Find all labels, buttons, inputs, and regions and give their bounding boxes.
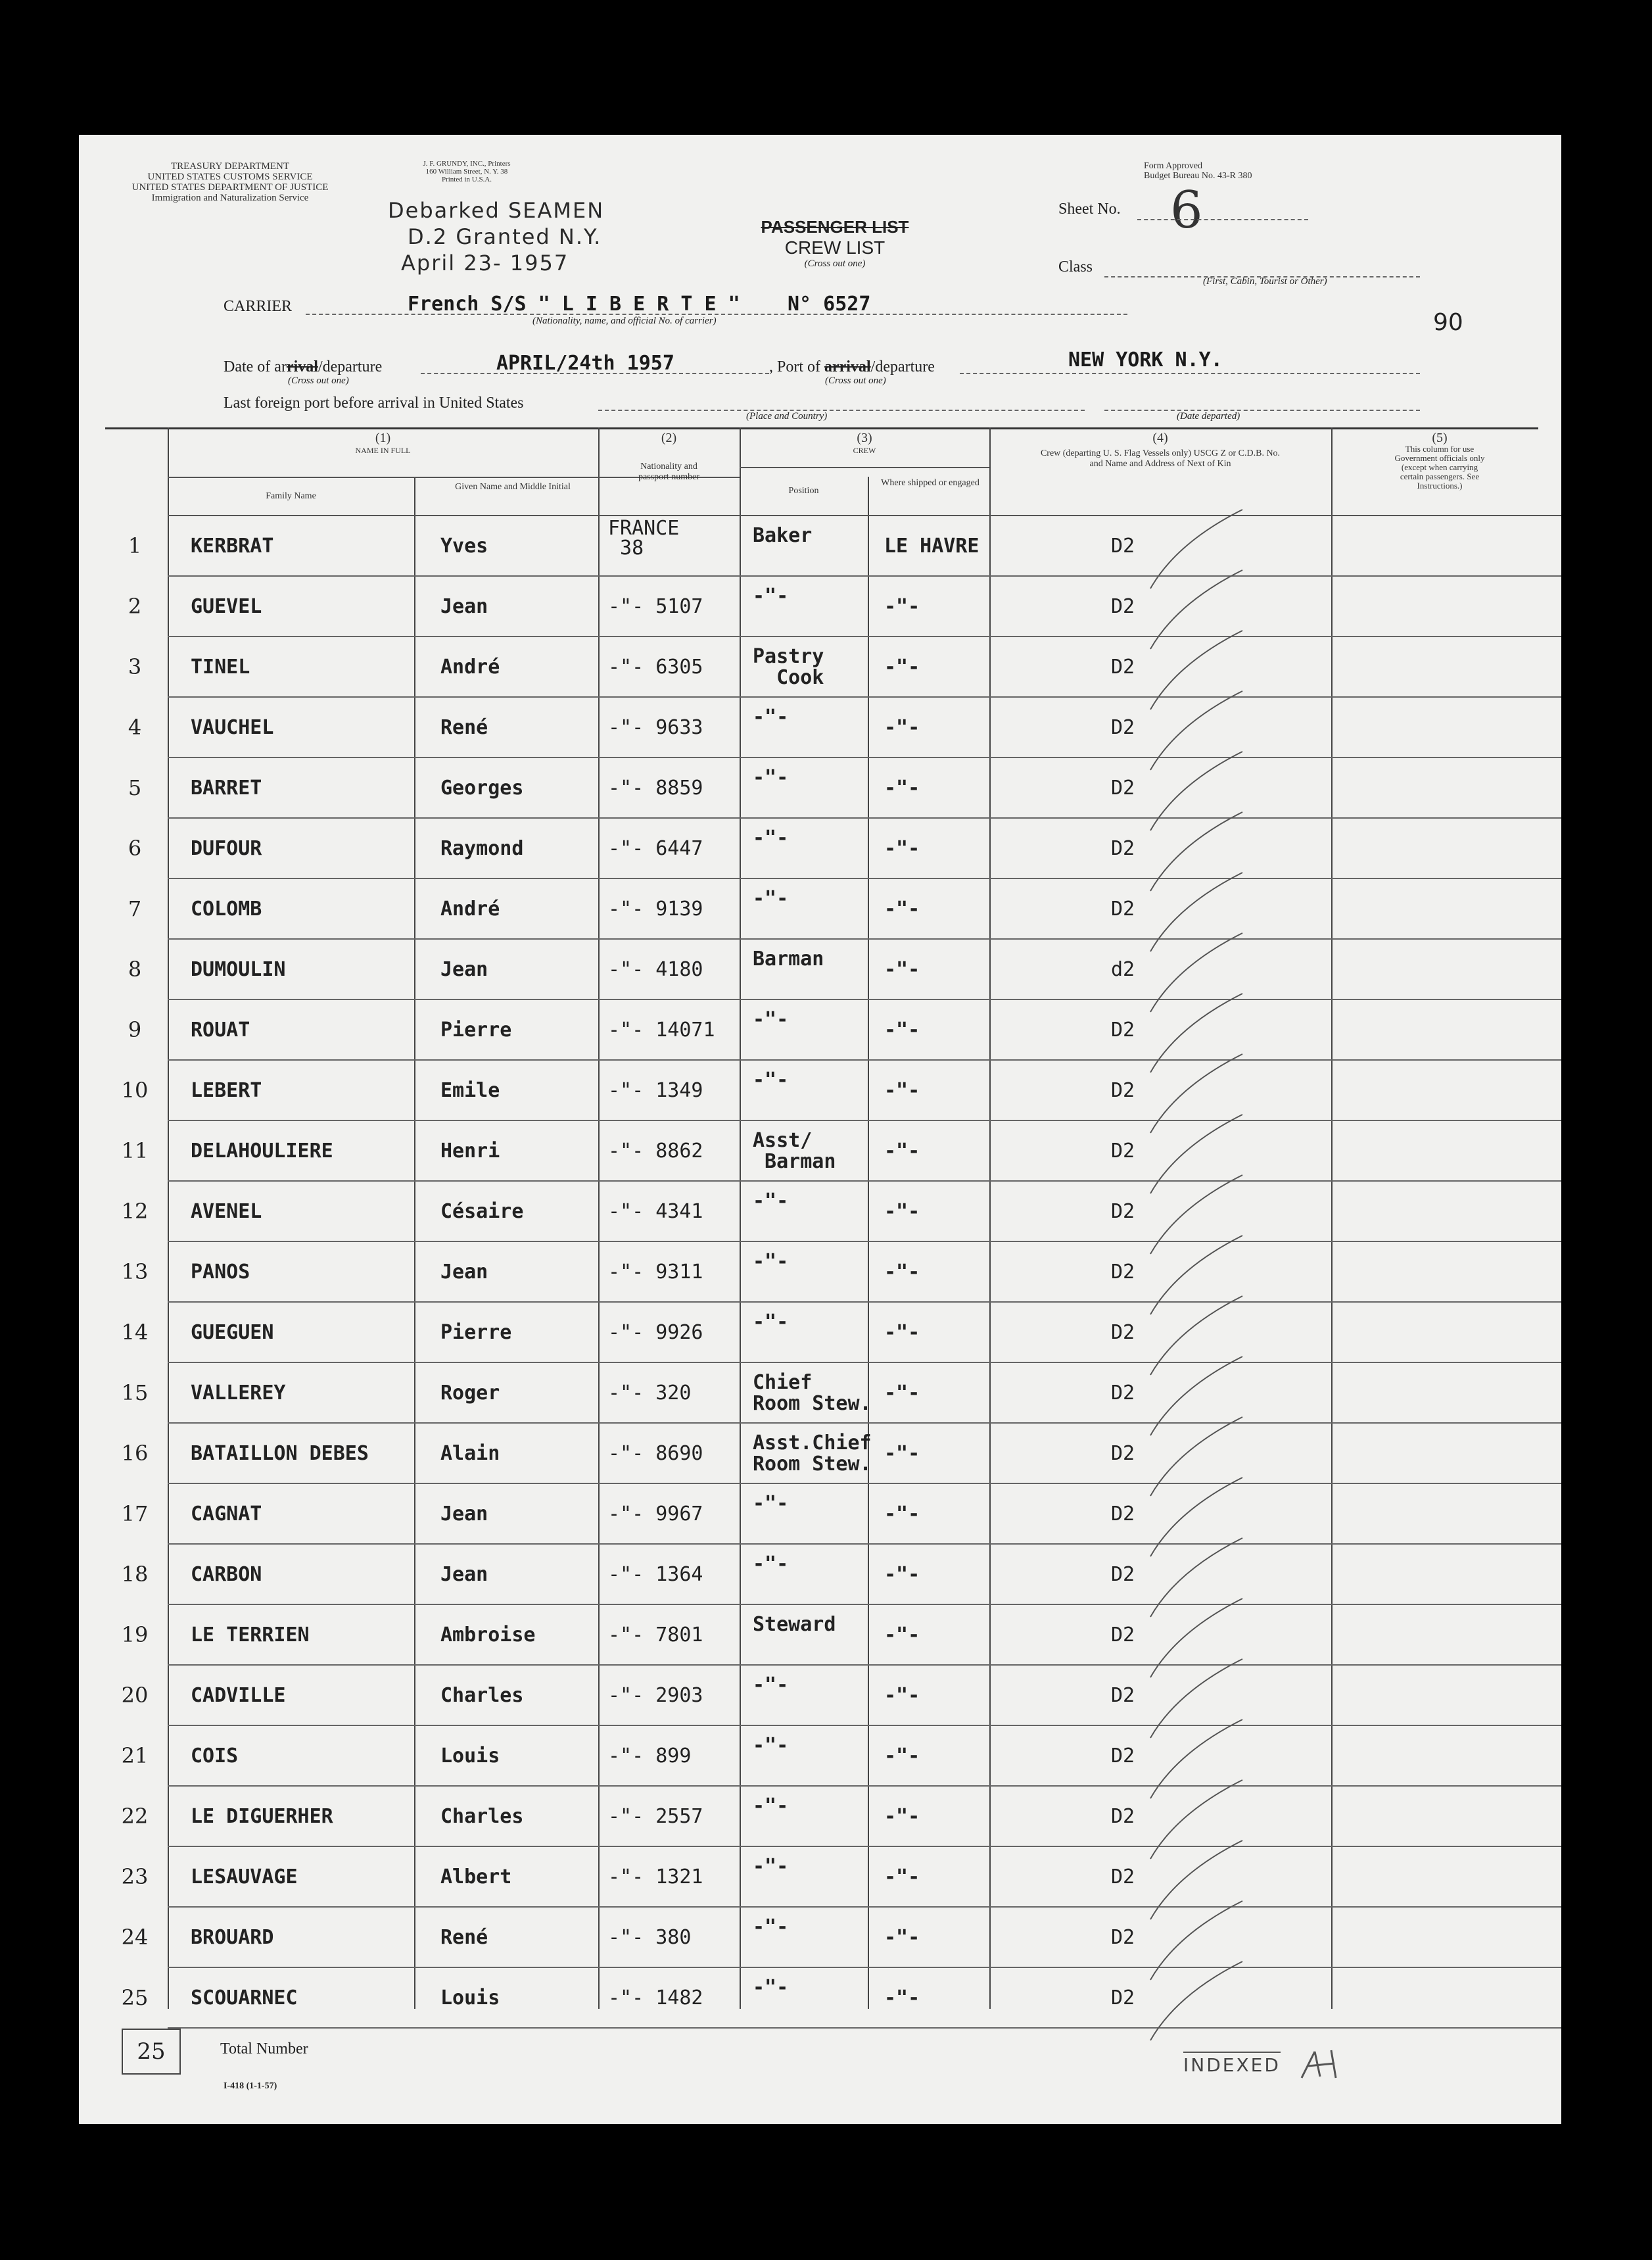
form-approved-block (1144, 161, 1252, 181)
given-name: Henri (440, 1140, 500, 1163)
where-shipped: -"- (884, 1865, 920, 1888)
given-name: Jean (440, 595, 488, 618)
crew-row (79, 1363, 1561, 1424)
sheet-label: Sheet No. (1058, 201, 1121, 218)
crew-position: -"- (753, 887, 789, 910)
col4-num: (4) (1152, 431, 1168, 445)
port-label-a: , Port of (769, 358, 824, 375)
family-name: GUEVEL (191, 595, 262, 618)
given-name: Jean (440, 1503, 488, 1526)
col1-num: (1) (375, 431, 391, 445)
class-note: (First, Cabin, Tourist or Other) (1203, 276, 1327, 287)
next-of-kin: D2 (1111, 1926, 1135, 1949)
indexed-initials (1295, 2045, 1354, 2084)
passport-number: -"- 9967 (608, 1503, 703, 1526)
next-of-kin: D2 (1111, 1503, 1135, 1526)
family-name: BATAILLON DEBES (191, 1442, 369, 1465)
crew-position: -"- (753, 1310, 789, 1334)
where-shipped: -"- (884, 1744, 920, 1767)
where-shipped: -"- (884, 1079, 920, 1102)
total-label: Total Number (220, 2040, 308, 2057)
form-approved-line: Form Approved (1144, 161, 1203, 171)
carrier-value: French S/S " L I B E R T E " N° 6527 (408, 293, 871, 316)
crew-position: -"- (753, 585, 789, 608)
passport-number: -"- 4180 (608, 958, 703, 981)
crew-position: -"- (753, 1008, 789, 1031)
where-shipped: -"- (884, 837, 920, 860)
next-of-kin: D2 (1111, 1865, 1135, 1888)
family-header: Family Name (266, 491, 316, 501)
family-name: PANOS (191, 1261, 250, 1284)
next-of-kin: D2 (1111, 1019, 1135, 1042)
passport-number: -"- 9311 (608, 1261, 703, 1284)
family-name: ROUAT (191, 1019, 250, 1042)
given-name: Ambroise (440, 1623, 536, 1647)
next-of-kin: D2 (1111, 716, 1135, 739)
row-number: 18 (121, 1562, 149, 1587)
passport-number: -"- 1364 (608, 1563, 703, 1586)
row-number: 2 (128, 594, 142, 619)
given-name: Emile (440, 1079, 500, 1102)
row-number: 13 (121, 1259, 149, 1284)
row-number: 24 (121, 1925, 149, 1950)
crew-row (79, 637, 1561, 698)
crew-row (79, 1424, 1561, 1484)
family-name: DUMOULIN (191, 958, 286, 981)
col2-num: (2) (661, 431, 677, 445)
where-shipped: -"- (884, 1623, 920, 1647)
given-name: Charles (440, 1805, 524, 1828)
given-name: Roger (440, 1382, 500, 1405)
class-label: Class (1058, 258, 1093, 276)
next-of-kin: D2 (1111, 1563, 1135, 1586)
family-name: LE TERRIEN (191, 1623, 310, 1647)
carrier-note: (Nationality, name, and official No. of carrier) (532, 316, 717, 326)
passport-number: -"- 14071 (608, 1019, 715, 1042)
given-name: Albert (440, 1865, 512, 1888)
list-type-block (736, 217, 933, 270)
given-header: Given Name and Middle Initial (455, 482, 571, 492)
row-number: 12 (121, 1199, 149, 1224)
next-of-kin: D2 (1111, 1140, 1135, 1163)
subheader-rule-crew (740, 467, 989, 468)
crew-row (79, 1242, 1561, 1303)
col2-header (598, 432, 740, 483)
crew-row (79, 1000, 1561, 1061)
given-name: Jean (440, 1563, 488, 1586)
row-number: 8 (128, 957, 142, 982)
passport-number: -"- 9139 (608, 898, 703, 921)
form-number: I-418 (1-1-57) (224, 2081, 277, 2091)
row-number: 22 (121, 1804, 149, 1829)
crew-row (79, 1061, 1561, 1121)
date-departed-note: (Date departed) (1177, 411, 1240, 421)
where-shipped: -"- (884, 1200, 920, 1223)
row-number: 6 (128, 836, 142, 861)
family-name: GUEGUEN (191, 1321, 274, 1344)
crew-position: -"- (753, 1976, 789, 1999)
passport-number: -"- 380 (608, 1926, 692, 1949)
family-name: VALLEREY (191, 1382, 286, 1405)
col2-title: Nationality and passport number (638, 462, 699, 482)
crew-row (79, 1968, 1561, 2029)
crew-position: -"- (753, 1250, 789, 1273)
sheet-number: 6 (1170, 181, 1203, 240)
date-departed-line (1104, 410, 1420, 411)
crew-row (79, 1787, 1561, 1847)
date-crossout-note: (Cross out one) (288, 375, 349, 386)
shipped-header: Where shipped or engaged (881, 478, 979, 488)
date-label-a: Date of ar (224, 358, 287, 375)
next-of-kin: D2 (1111, 898, 1135, 921)
page-number: 90 (1433, 309, 1463, 336)
next-of-kin: D2 (1111, 535, 1135, 558)
row-number: 5 (128, 775, 142, 800)
row-number: 25 (121, 1985, 149, 2010)
next-of-kin: D2 (1111, 1684, 1135, 1707)
col5-title: This column for use Government officials only (except when carrying certain passengers. See Instructions.) (1394, 444, 1485, 491)
port-label-b: departure (875, 358, 935, 375)
crew-row (79, 940, 1561, 1000)
col3-title: CREW (853, 446, 876, 455)
given-name: Charles (440, 1684, 524, 1707)
crew-list-label: CREW LIST (784, 237, 885, 258)
given-name: André (440, 656, 500, 679)
port-line (960, 373, 1420, 374)
crew-position: -"- (753, 1673, 789, 1696)
row-number: 10 (121, 1078, 149, 1103)
cross-out-note: (Cross out one) (804, 258, 866, 269)
date-label: Date of arrival/departure (224, 358, 383, 375)
given-name: André (440, 898, 500, 921)
where-shipped: -"- (884, 595, 920, 618)
row-number: 16 (121, 1441, 149, 1466)
next-of-kin: D2 (1111, 1805, 1135, 1828)
family-name: CADVILLE (191, 1684, 286, 1707)
given-name: Jean (440, 958, 488, 981)
port-value: NEW YORK N.Y. (1068, 349, 1223, 372)
agency-line: Immigration and Naturalization Service (151, 193, 309, 203)
next-of-kin: D2 (1111, 1744, 1135, 1767)
crew-position: -"- (753, 1190, 789, 1213)
date-value: APRIL/24th 1957 (496, 352, 674, 375)
col1-header (168, 432, 598, 457)
given-name: Louis (440, 1744, 500, 1767)
row-number: 9 (128, 1017, 142, 1042)
next-of-kin: D2 (1111, 1261, 1135, 1284)
crew-row (79, 1908, 1561, 1968)
carrier-line (306, 314, 1127, 315)
crew-row (79, 1605, 1561, 1666)
where-shipped: -"- (884, 958, 920, 981)
crew-row (79, 1545, 1561, 1605)
passport-number: -"- 1482 (608, 1986, 703, 2009)
crew-row (79, 1303, 1561, 1363)
given-name: René (440, 716, 488, 739)
row-number: 3 (128, 654, 142, 679)
family-name: BROUARD (191, 1926, 274, 1949)
family-name: TINEL (191, 656, 250, 679)
given-name: Alain (440, 1442, 500, 1465)
passport-number: -"- 1349 (608, 1079, 703, 1102)
passport-number: -"- 2557 (608, 1805, 703, 1828)
passport-number: -"- 320 (608, 1382, 692, 1405)
where-shipped: -"- (884, 716, 920, 739)
where-shipped: -"- (884, 1563, 920, 1586)
place-note: (Place and Country) (746, 411, 828, 421)
family-name: BARRET (191, 777, 262, 800)
next-of-kin: d2 (1111, 958, 1135, 981)
where-shipped: -"- (884, 1442, 920, 1465)
crew-row (79, 1121, 1561, 1182)
row-number: 11 (121, 1138, 149, 1163)
crew-row (79, 758, 1561, 819)
agency-line: TREASURY DEPARTMENT (170, 161, 290, 172)
printer-block (381, 160, 552, 183)
last-port-label: Last foreign port before arrival in United States (224, 395, 524, 412)
port-crossout-note: (Cross out one) (825, 375, 886, 386)
stamp-line: D.2 Granted N.Y. (408, 224, 602, 249)
family-name: CARBON (191, 1563, 262, 1586)
family-name: DELAHOULIERE (191, 1140, 333, 1163)
where-shipped: -"- (884, 777, 920, 800)
row-number: 7 (128, 896, 142, 921)
col5-header (1331, 432, 1548, 491)
row-rule (168, 2027, 1561, 2029)
family-name: LE DIGUERHER (191, 1805, 333, 1828)
given-name: Pierre (440, 1321, 512, 1344)
crew-position: -"- (753, 1855, 789, 1878)
printer-line: J. F. GRUNDY, INC., Printers (423, 160, 511, 168)
where-shipped: -"- (884, 1926, 920, 1949)
next-of-kin: D2 (1111, 1623, 1135, 1647)
given-name: Louis (440, 1986, 500, 2009)
crew-position: -"- (753, 827, 789, 850)
next-of-kin: D2 (1111, 595, 1135, 618)
crew-position: -"- (753, 1734, 789, 1757)
agency-block (99, 161, 362, 203)
given-name: Georges (440, 777, 524, 800)
row-number: 15 (121, 1380, 149, 1405)
row-number: 4 (128, 715, 142, 740)
passport-number: -"- 8690 (608, 1442, 703, 1465)
crew-row (79, 1726, 1561, 1787)
passport-number: -"- 6305 (608, 656, 703, 679)
check-mark-stroke (1150, 1961, 1242, 2040)
crew-row (79, 1666, 1561, 1726)
next-of-kin: D2 (1111, 656, 1135, 679)
date-label-struck: rival (286, 358, 318, 375)
check-mark (1144, 1955, 1249, 2047)
given-name: Césaire (440, 1200, 524, 1223)
sheet-line (1137, 219, 1308, 220)
where-shipped: -"- (884, 1382, 920, 1405)
where-shipped: -"- (884, 1140, 920, 1163)
crew-position: -"- (753, 766, 789, 789)
row-number: 20 (121, 1683, 149, 1708)
col1-title: NAME IN FULL (355, 446, 411, 455)
family-name: DUFOUR (191, 837, 262, 860)
row-number: 14 (121, 1320, 149, 1345)
crew-position: -"- (753, 1069, 789, 1092)
total-value: 25 (137, 2038, 166, 2065)
crew-row (79, 698, 1561, 758)
agency-line: UNITED STATES DEPARTMENT OF JUSTICE (131, 182, 329, 193)
family-name: KERBRAT (191, 535, 274, 558)
family-name: SCOUARNEC (191, 1986, 298, 2009)
passport-number: FRANCE 38 (608, 517, 680, 560)
where-shipped: LE HAVRE (884, 535, 979, 558)
stamp-line: Debarked SEAMEN (388, 198, 605, 223)
total-box (122, 2029, 181, 2075)
next-of-kin: D2 (1111, 1382, 1135, 1405)
family-name: COLOMB (191, 898, 262, 921)
crew-row (79, 819, 1561, 879)
row-number: 17 (121, 1501, 149, 1526)
stamp-line: April 23- 1957 (401, 251, 569, 276)
row-number: 1 (128, 533, 142, 558)
family-name: VAUCHEL (191, 716, 274, 739)
debarked-stamp (388, 197, 604, 276)
col4-title: Crew (departing U. S. Flag Vessels only) USCG Z or C.D.B. No. and Name and Address of Next of Kin (1040, 448, 1281, 469)
passport-number: -"- 5107 (608, 595, 703, 618)
last-port-line (598, 410, 1085, 411)
crew-position: -"- (753, 706, 789, 729)
indexed-stamp: INDEXED (1183, 2052, 1281, 2076)
family-name: LESAUVAGE (191, 1865, 298, 1888)
next-of-kin: D2 (1111, 1200, 1135, 1223)
given-name: Jean (440, 1261, 488, 1284)
crew-position: -"- (753, 1794, 789, 1817)
where-shipped: -"- (884, 1321, 920, 1344)
given-name: René (440, 1926, 488, 1949)
crew-position: Asst.Chief Room Stew. (753, 1431, 872, 1476)
crew-position: Asst/ Barman (753, 1129, 836, 1173)
where-shipped: -"- (884, 1019, 920, 1042)
passport-number: -"- 8862 (608, 1140, 703, 1163)
col3-header (740, 432, 989, 457)
passport-number: -"- 899 (608, 1744, 692, 1767)
row-number: 23 (121, 1864, 149, 1889)
crew-row (79, 516, 1561, 577)
passport-number: -"- 6447 (608, 837, 703, 860)
crew-position: Steward (753, 1613, 836, 1636)
where-shipped: -"- (884, 1503, 920, 1526)
given-name: Pierre (440, 1019, 512, 1042)
date-line (421, 373, 769, 374)
crew-position: Baker (753, 524, 813, 547)
form-approved-line: Budget Bureau No. 43-R 380 (1144, 171, 1252, 181)
crew-row (79, 577, 1561, 637)
position-header: Position (788, 486, 819, 496)
where-shipped: -"- (884, 656, 920, 679)
next-of-kin: D2 (1111, 777, 1135, 800)
family-name: COIS (191, 1744, 239, 1767)
crew-position: Pastry Cook (753, 645, 824, 689)
passport-number: -"- 7801 (608, 1623, 703, 1647)
given-name: Yves (440, 535, 488, 558)
printer-line: 160 William Street, N. Y. 38 (425, 168, 508, 176)
family-name: LEBERT (191, 1079, 262, 1102)
where-shipped: -"- (884, 1805, 920, 1828)
next-of-kin: D2 (1111, 1442, 1135, 1465)
passport-number: -"- 2903 (608, 1684, 703, 1707)
given-name: Raymond (440, 837, 524, 860)
crew-position: Chief Room Stew. (753, 1371, 872, 1415)
row-number: 19 (121, 1622, 149, 1647)
family-name: CAGNAT (191, 1503, 262, 1526)
next-of-kin: D2 (1111, 837, 1135, 860)
where-shipped: -"- (884, 1986, 920, 2009)
passport-number: -"- 9633 (608, 716, 703, 739)
col5-num: (5) (1432, 431, 1448, 445)
passenger-list-struck: PASSENGER LIST (761, 217, 909, 237)
passport-number: -"- 9926 (608, 1321, 703, 1344)
passport-number: -"- 1321 (608, 1865, 703, 1888)
port-label: , Port of arrival/departure (769, 358, 935, 375)
crew-position: Barman (753, 948, 824, 971)
crew-position: -"- (753, 1915, 789, 1938)
port-label-struck: arrival (824, 358, 871, 375)
date-label-b: departure (322, 358, 383, 375)
col4-header (989, 432, 1331, 469)
table-top-rule (105, 427, 1538, 429)
crew-row (79, 1182, 1561, 1242)
crew-row (79, 879, 1561, 940)
row-number: 21 (121, 1743, 149, 1768)
crew-row (79, 1484, 1561, 1545)
crew-position: -"- (753, 1552, 789, 1575)
agency-line: UNITED STATES CUSTOMS SERVICE (147, 172, 313, 182)
crew-list-document (79, 135, 1561, 2124)
printer-line: Printed in U.S.A. (441, 176, 492, 183)
where-shipped: -"- (884, 1684, 920, 1707)
where-shipped: -"- (884, 1261, 920, 1284)
passport-number: -"- 8859 (608, 777, 703, 800)
next-of-kin: D2 (1111, 1321, 1135, 1344)
col3-num: (3) (857, 431, 872, 445)
carrier-label: CARRIER (224, 298, 293, 315)
crew-position: -"- (753, 1492, 789, 1515)
passport-number: -"- 4341 (608, 1200, 703, 1223)
next-of-kin: D2 (1111, 1079, 1135, 1102)
where-shipped: -"- (884, 898, 920, 921)
family-name: AVENEL (191, 1200, 262, 1223)
crew-row (79, 1847, 1561, 1908)
next-of-kin: D2 (1111, 1986, 1135, 2009)
